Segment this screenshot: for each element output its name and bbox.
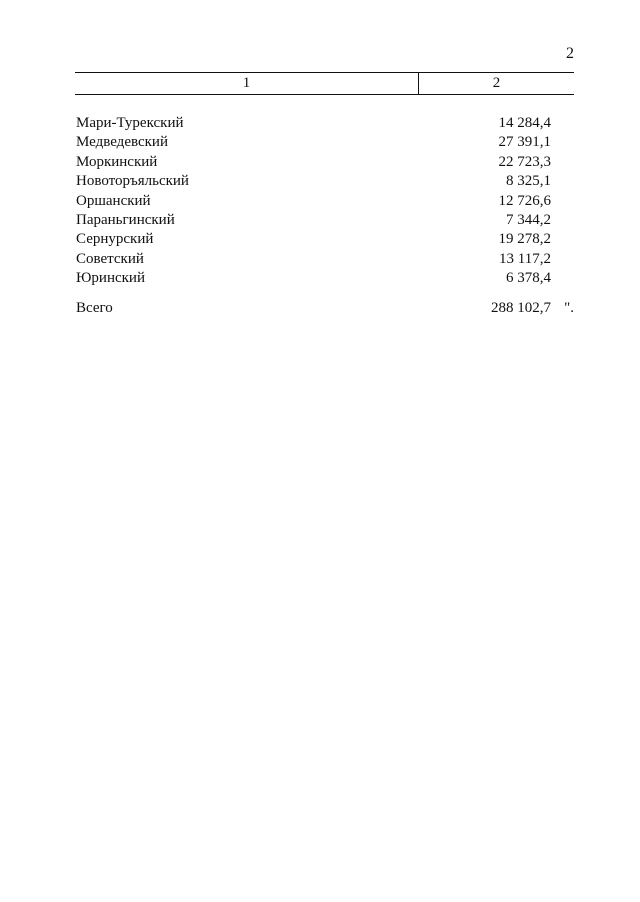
header-column-1: 1 (75, 73, 419, 94)
district-name: Новоторъяльский (76, 173, 189, 190)
total-label: Всего (76, 300, 113, 316)
district-name: Советский (76, 250, 144, 267)
table-body (76, 114, 596, 289)
district-value: 12 726,6 (498, 192, 551, 209)
district-value: 8 325,1 (506, 173, 551, 190)
district-value: 13 117,2 (499, 250, 551, 267)
table-row (76, 114, 596, 133)
header-column-2: 2 (492, 75, 501, 91)
page-number: 2 (566, 45, 574, 62)
district-value: 27 391,1 (498, 134, 551, 151)
district-name: Медведевский (76, 134, 168, 151)
district-name: Юринский (76, 270, 145, 287)
district-value: 7 344,2 (506, 211, 551, 228)
district-name: Моркинский (76, 153, 158, 170)
district-name: Сернурский (76, 231, 154, 248)
table-row (76, 250, 596, 269)
table-row (76, 269, 596, 288)
closing-quote: ". (564, 300, 574, 316)
total-row (76, 298, 596, 318)
table-row (76, 230, 596, 249)
district-name: Мари-Турекский (76, 115, 184, 131)
table-row (76, 192, 596, 211)
district-value: 14 284,4 (498, 115, 551, 131)
table-header (75, 72, 574, 95)
table-row (76, 172, 596, 191)
district-value: 22 723,3 (498, 153, 551, 170)
district-name: Оршанский (76, 192, 151, 209)
district-name: Параньгинский (76, 211, 175, 228)
district-value: 19 278,2 (498, 231, 551, 248)
table-row (76, 133, 596, 152)
district-value: 6 378,4 (506, 270, 551, 287)
table-row (76, 211, 596, 230)
total-value: 288 102,7 (491, 300, 551, 316)
table-row (76, 153, 596, 172)
